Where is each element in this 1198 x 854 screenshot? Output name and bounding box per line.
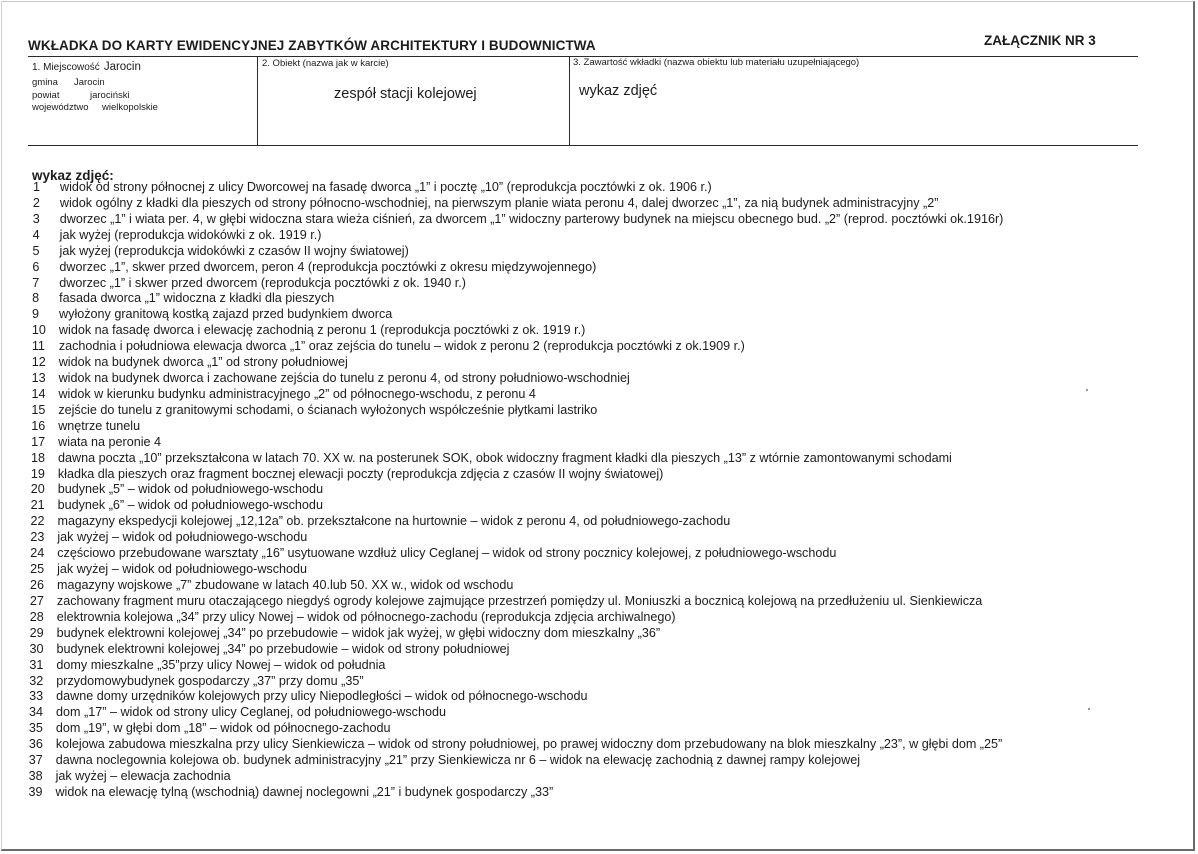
photo-description: widok na budynek dworca „1” od strony południowej xyxy=(58,355,348,370)
photo-number: 11 xyxy=(31,339,45,354)
photo-description: częściowo przebudowane warsztaty „16” usytuowane wzdłuż ulicy Ceglanej – widok od strony pocznicy kolejowej, z południowego-wschodu xyxy=(57,546,837,561)
photo-description: budynek elektrowni kolejowej „34” po przebudowie – widok od strony południowej xyxy=(56,641,510,656)
voivodeship-label: województwo xyxy=(32,102,89,113)
photo-description: jak wyżej (reprodukcja widokówki z ok. 1919 r.) xyxy=(59,227,322,242)
powiat-value: jarociński xyxy=(90,90,130,101)
photo-number: 9 xyxy=(32,307,40,322)
photo-number: 13 xyxy=(31,371,46,386)
box-bottom-rule xyxy=(28,145,1138,146)
photo-number: 5 xyxy=(32,243,40,258)
photo-number: 17 xyxy=(31,434,46,449)
photo-description: jak wyżej (reprodukcja widokówki z czasów II wojny światowej) xyxy=(59,243,409,258)
photo-description: elektrownia kolejowa „34” przy ulicy Nowej – widok od północnego-zachodu (reprodukcja zdjęcia archiwalnego) xyxy=(56,609,676,624)
photo-number: 6 xyxy=(32,259,40,274)
photo-description: dworzec „1”, skwer przed dworcem, peron 4 (reprodukcja pocztówki z okresu międzywojennego) xyxy=(59,259,597,274)
form-title: WKŁADKA DO KARTY EWIDENCYJNEJ ZABYTKÓW ARCHITEKTURY I BUDOWNICTWA xyxy=(28,38,596,53)
photo-number: 2 xyxy=(32,195,40,210)
photo-description: jak wyżej – elewacja zachodnia xyxy=(55,769,231,784)
photo-description: fasada dworca „1” widoczna z kładki dla pieszych xyxy=(59,291,335,306)
object-box xyxy=(258,56,570,146)
photo-number: 16 xyxy=(31,418,46,433)
photo-description: dworzec „1” i wiata per. 4, w głębi widoczna stara wieża ciśnień, za dworcem „1” widoczny parterowy budynek na miejscu obecnego bud. „2” (reprod. pocztówki ok.1916r) xyxy=(59,211,1004,226)
photo-number: 34 xyxy=(29,705,44,720)
photo-number: 36 xyxy=(28,737,43,752)
photo-description: dom „19”, w głębi dom „18” – widok od północnego-zachodu xyxy=(55,721,391,736)
photo-description: magazyny wojskowe „7” zbudowane w latach 40.lub 50. XX w., widok od wschodu xyxy=(57,578,514,592)
location-box xyxy=(28,56,258,146)
object-label: 2. Obiekt (nazwa jak w karcie) xyxy=(262,58,389,69)
speck-mark xyxy=(1086,389,1088,391)
photo-number: 33 xyxy=(29,689,44,704)
photo-description: widok na budynek dworca i zachowane zejścia do tunelu z peronu 4, od strony południowo-wschodniej xyxy=(58,371,630,386)
photo-number: 23 xyxy=(30,530,45,545)
photo-description: domy mieszkalne „35”przy ulicy Nowej – widok od południa xyxy=(56,657,386,672)
photo-description: widok na fasadę dworca i elewację zachodnią z peronu 1 (reprodukcja pocztówki z ok. 1919 r.) xyxy=(58,323,586,338)
photo-number: 25 xyxy=(30,562,45,577)
powiat-row xyxy=(32,90,130,101)
location-value: Jarocin xyxy=(103,61,141,73)
photo-description: widok na elewację tylną (wschodnią) dawnej noclegowni „21” i budynek gospodarczy „33” xyxy=(55,784,554,799)
photo-number: 24 xyxy=(30,546,45,561)
photo-number: 19 xyxy=(30,466,45,481)
photo-description: budynek „5” – widok od południowego-wschodu xyxy=(57,482,324,497)
photo-number: 32 xyxy=(29,673,44,688)
photo-number: 21 xyxy=(30,498,45,513)
photo-description: magazyny ekspedycji kolejowej „12,12a” ob. przekształcone na hurtownie – widok z peronu 4, od południowego-zachodu xyxy=(57,514,731,529)
photo-number: 8 xyxy=(32,291,40,306)
location-line xyxy=(32,61,141,73)
photo-description: zachodnia i południowa elewacja dworca „1” oraz zejścia do tunelu – widok z peronu 2 (reprodukcja pocztówki z ok.1909 r.) xyxy=(58,339,745,354)
photo-number: 18 xyxy=(30,450,45,465)
annex-label: ZAŁĄCZNIK NR 3 xyxy=(984,33,1096,48)
gmina-value: Jarocin xyxy=(74,77,105,88)
photo-number: 31 xyxy=(29,657,44,672)
voivodeship-value: wielkopolskie xyxy=(102,102,158,113)
photo-number: 28 xyxy=(29,609,44,624)
photo-number: 35 xyxy=(28,721,43,736)
photo-description: kolejowa zabudowa mieszkalna przy ulicy Sienkiewicza – widok od strony południowej, po prawej widoczny dom przebudowany na blok mieszkalny „23”, w głębi dom „25” xyxy=(55,737,1003,752)
photo-number: 37 xyxy=(28,753,43,768)
photo-number: 38 xyxy=(28,769,43,784)
photo-description: widok w kierunku budynku administracyjnego „2” od północnego-wschodu, z peronu 4 xyxy=(58,386,536,401)
photo-description: wiata na peronie 4 xyxy=(58,434,162,449)
photo-number: 7 xyxy=(32,275,40,290)
location-label: 1. Miejscowość xyxy=(32,62,100,73)
photo-description: dawna poczta „10” przekształcona w latach 70. XX w. na posterunek SOK, obok widoczny fragment kładki dla pieszych „13” z wtórnie zamontowanymi schodami xyxy=(57,450,952,465)
photo-number: 1 xyxy=(33,180,41,194)
object-value: zespół stacji kolejowej xyxy=(334,86,477,102)
contents-value: wykaz zdjęć xyxy=(579,83,658,99)
photo-number: 39 xyxy=(28,784,43,799)
photo-number: 26 xyxy=(30,578,45,592)
contents-label: 3. Zawartość wkładki (nazwa obiektu lub materiału uzupełniającego) xyxy=(573,57,860,68)
photo-description: zachowany fragment muru otaczającego niegdyś ogrody kolejowe zajmujące przestrzeń pomiędzy ul. Moniuszki a bocznicą kolejową na przedłużeniu ul. Sienkiewicza xyxy=(56,593,983,608)
photo-description: jak wyżej – widok od południowego-wschodu xyxy=(57,562,308,577)
photo-description: dawna noclegownia kolejowa ob. budynek administracyjny „21” przy Sienkiewicza nr 6 – widok na elewację zachodnią z dawnej rampy kolejowej xyxy=(55,753,861,768)
photo-description: kładka dla pieszych oraz fragment bocznej elewacji poczty (reprodukcja zdjęcia z czasów II wojny światowej) xyxy=(57,466,664,481)
photo-description: dworzec „1” i skwer przed dworcem (reprodukcja pocztówki z ok. 1940 r.) xyxy=(59,275,466,290)
photo-number: 14 xyxy=(31,386,46,401)
gmina-label: gmina xyxy=(32,77,58,88)
photo-description: zejście do tunelu z granitowymi schodami, o ścianach wyłożonych współcześnie płytkami lastriko xyxy=(58,402,598,417)
photo-number: 22 xyxy=(30,514,45,529)
photo-number: 30 xyxy=(29,641,44,656)
voivodeship-row xyxy=(32,102,158,113)
photo-number: 4 xyxy=(32,227,40,242)
photo-description: widok od strony północnej z ulicy Dworcowej na fasadę dworca „1” i pocztę „10” (reprodukcja pocztówki z ok. 1906 r.) xyxy=(60,180,712,194)
photo-number: 3 xyxy=(32,211,40,226)
photo-number: 12 xyxy=(31,355,46,370)
photo-description: przydomowybudynek gospodarczy „37” przy domu „35” xyxy=(56,673,364,688)
photo-number: 10 xyxy=(31,323,46,338)
photo-description: wnętrze tunelu xyxy=(58,418,141,433)
photo-description: budynek „6” – widok od południowego-wschodu xyxy=(57,498,323,513)
photo-number: 20 xyxy=(30,482,45,497)
gmina-row xyxy=(32,77,105,88)
photo-description: jak wyżej – widok od południowego-wschodu xyxy=(57,530,308,545)
photo-description: budynek elektrowni kolejowej „34” po przebudowie – widok jak wyżej, w głębi widoczny dom mieszkalny „36” xyxy=(56,625,661,640)
photo-list-title: wykaz zdjęć: xyxy=(32,168,114,183)
photo-description: dom „17” – widok od strony ulicy Ceglanej, od południowego-wschodu xyxy=(56,705,446,720)
photo-number: 29 xyxy=(29,625,44,640)
photo-number: 27 xyxy=(29,593,44,608)
contents-box xyxy=(570,56,1138,146)
photo-description: wyłożony granitową kostką zajazd przed budynkiem dworca xyxy=(59,307,393,322)
photo-description: widok ogólny z kładki dla pieszych od strony północno-wschodniej, na pierwszym planie wiata peronu 4, dalej dworzec „1”, za nią budynek administracyjny „2” xyxy=(59,195,939,210)
speck-mark xyxy=(1088,708,1090,710)
photo-number: 15 xyxy=(31,402,46,417)
photo-description: dawne domy urzędników kolejowych przy ulicy Niepodległości – widok od północnego-wschodu xyxy=(56,689,588,704)
powiat-label: powiat xyxy=(32,90,60,101)
